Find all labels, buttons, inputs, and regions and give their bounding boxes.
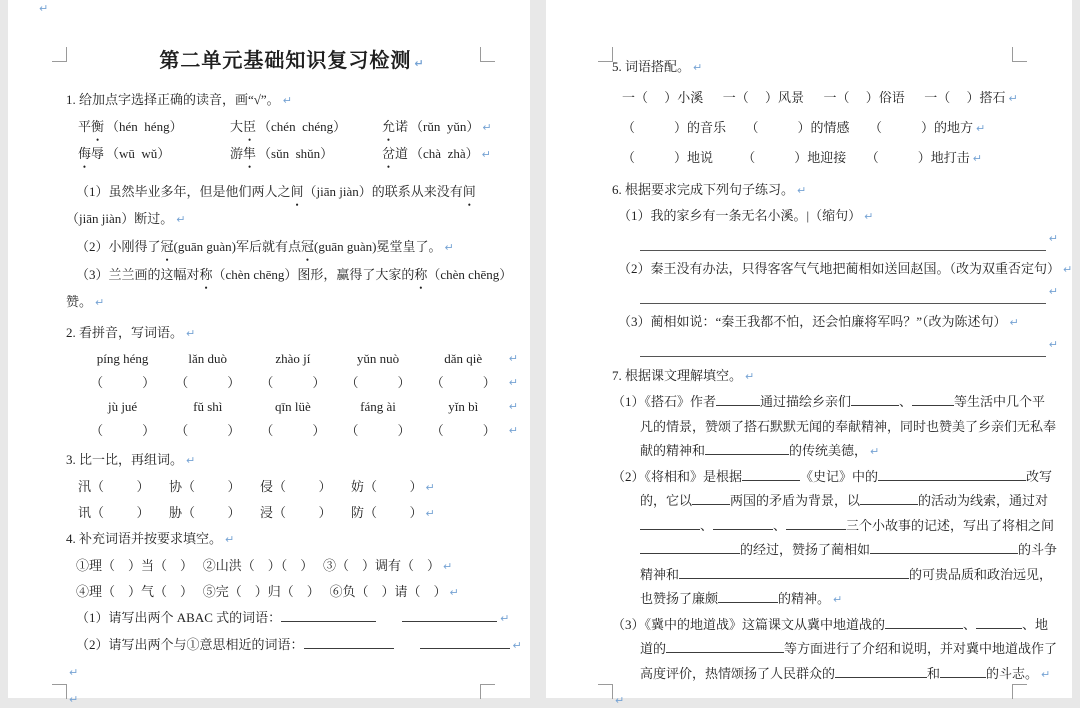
pinyin-options: （sǔn shǔn） xyxy=(258,146,334,161)
paragraph-mark-icon: ↵ xyxy=(225,533,235,546)
answer-blank xyxy=(705,440,789,455)
pinyin-options: （hén héng） xyxy=(106,119,183,134)
paragraph-mark-icon: ↵ xyxy=(508,400,518,413)
answer-blank xyxy=(860,490,918,505)
page-2 xyxy=(546,0,1073,707)
paragraph-mark-icon: ↵ xyxy=(1063,263,1073,276)
paragraph-mark-icon: ↵ xyxy=(186,327,196,340)
paragraph-mark-icon: ↵ xyxy=(864,210,874,223)
crop-mark xyxy=(1012,47,1027,62)
pinyin-label: lǎn duò xyxy=(188,351,228,366)
answer-paren: （ ） xyxy=(430,375,496,390)
paragraph-mark-icon: ↵ xyxy=(1048,232,1058,245)
paragraph-mark-icon: ↵ xyxy=(95,296,105,309)
paragraph-mark-icon: ↵ xyxy=(500,612,510,625)
text-segment: 、 xyxy=(963,616,977,632)
text-segment: 和 xyxy=(927,665,941,681)
answer-blank xyxy=(835,663,927,678)
text-segment: （chèn chēng）赞。 xyxy=(66,267,513,309)
pinyin-options: （wū wǔ） xyxy=(106,146,171,161)
text-segment: 两国的矛盾为背景，以 xyxy=(730,493,861,508)
text-segment: （jiān jiàn）断过。 xyxy=(66,211,174,226)
answer-blank xyxy=(878,466,1026,481)
q3-row-text: 讯（ ） 胁（ ） 浸（ ） 防（ ） xyxy=(78,505,423,520)
paragraph-mark-icon: ↵ xyxy=(1008,92,1018,105)
text-segment: 、地道的 xyxy=(640,616,1049,656)
text-segment: （2）小刚得了 xyxy=(76,239,161,254)
q6-answer-line xyxy=(640,231,1058,251)
answer-paren: （ ） xyxy=(345,375,411,390)
crop-mark xyxy=(52,684,67,699)
q4-sub-text xyxy=(76,610,497,625)
answer-blank xyxy=(692,490,730,505)
q6-item-text: （2）秦王没有办法，只得客客气气地把蔺相如送回赵国。（改为双重否定句） xyxy=(618,261,1061,276)
answer-blank xyxy=(976,614,1022,629)
question-2-header xyxy=(66,320,518,347)
q4-sub-1 xyxy=(66,605,518,632)
question-6-header xyxy=(612,177,1058,204)
crop-mark xyxy=(480,47,495,62)
q5-row-2 xyxy=(612,115,1058,141)
q1-sentence-1 xyxy=(66,178,518,233)
word-text: 辱 xyxy=(91,146,105,161)
pinyin-label: jù jué xyxy=(107,399,138,414)
answer-blank xyxy=(640,515,700,530)
q2-pinyin-row-2 xyxy=(66,395,518,419)
text-segment: 《史记》中的 xyxy=(800,468,879,484)
q1-sentence-3 xyxy=(66,261,518,316)
q3-row-1 xyxy=(66,474,518,500)
paragraph-mark-icon: ↵ xyxy=(508,376,518,389)
question-7-header-text: 7. 根据课文理解填空。 xyxy=(612,368,743,383)
q5-row-text: （ ）地说 （ ）地迎接 （ ）地打击 xyxy=(622,150,970,165)
dotted-char: 岔 xyxy=(382,146,396,161)
text-segment: （1）虽然毕业多年，但是他们两人之 xyxy=(76,184,291,199)
q2-pinyin-row-1 xyxy=(66,347,518,371)
text-segment: (guān guàn)冕堂皇了。 xyxy=(314,239,442,254)
answer-rule xyxy=(640,338,1046,357)
text-segment: 、 xyxy=(700,517,714,533)
q7-item-2 xyxy=(612,465,1058,613)
text-segment: （3）兰兰画的这幅对 xyxy=(76,267,200,282)
q6-item-3 xyxy=(612,310,1058,335)
text-segment: 的经过，赞扬了蔺相如 xyxy=(740,542,871,557)
q7-item-text xyxy=(612,617,1057,681)
q1-sentence-2 xyxy=(66,233,518,261)
pinyin-options: （chén chéng） xyxy=(258,119,347,134)
word-text: 诺 xyxy=(395,119,409,134)
text-segment: （2）请写出两个与①意思相近的词语： xyxy=(76,637,304,652)
text-segment: 通过描绘乡亲们 xyxy=(760,394,852,409)
dotted-char: 隼 xyxy=(243,146,257,161)
q6-item-2 xyxy=(612,257,1073,282)
answer-blank xyxy=(912,391,954,406)
answer-blank xyxy=(420,634,510,649)
answer-paren: （ ） xyxy=(175,375,241,390)
dotted-char: 允 xyxy=(382,119,396,134)
answer-paren: （ ） xyxy=(90,375,156,390)
answer-blank xyxy=(786,515,846,530)
paragraph-mark-icon: ↵ xyxy=(870,445,880,458)
q1-word-item xyxy=(382,114,492,141)
text-segment: （3）《冀中的地道战》这篇课文从冀中地道战的 xyxy=(612,616,886,632)
text-segment: （chèn chēng）图形，赢得了大家的 xyxy=(212,267,415,282)
answer-blank xyxy=(885,614,963,629)
paragraph-mark-icon: ↵ xyxy=(39,2,49,15)
dotted-char: 臣 xyxy=(243,119,257,134)
text-segment: 的传统美德， xyxy=(789,443,868,458)
dotted-char: 间 xyxy=(462,184,476,199)
text-segment xyxy=(376,610,402,625)
question-4-header-text: 4. 补充词语并按要求填空。 xyxy=(66,531,223,546)
paragraph-mark-icon: ↵ xyxy=(186,454,196,467)
dotted-char: 间 xyxy=(290,184,304,199)
paragraph-mark-icon: ↵ xyxy=(1048,338,1058,351)
text-segment: 等方面进行了介绍和说明，并对冀中地道战作了高度评价，热情颂扬了人民群众的 xyxy=(640,641,1058,681)
word-text: 游 xyxy=(230,146,244,161)
q1-word-row-1 xyxy=(66,114,518,141)
question-3-header xyxy=(66,447,518,474)
answer-blank xyxy=(713,515,773,530)
answer-blank xyxy=(742,466,800,481)
paragraph-mark-icon: ↵ xyxy=(508,424,518,437)
text-segment: 改写的，它以 xyxy=(640,468,1053,508)
answer-paren: （ ） xyxy=(430,423,496,438)
question-1-header-text: 1. 给加点字选择正确的读音，画“√”。 xyxy=(66,92,280,107)
sentence-text xyxy=(76,239,441,254)
paragraph-mark-icon: ↵ xyxy=(444,241,454,254)
pinyin-label: yǔn nuò xyxy=(356,351,400,366)
q6-item-1 xyxy=(612,204,1058,229)
answer-blank xyxy=(718,588,778,603)
text-segment: （1）《搭石》作者 xyxy=(612,394,717,409)
empty-paragraph xyxy=(66,659,518,686)
q7-item-text xyxy=(612,469,1057,607)
answer-paren: （ ） xyxy=(175,423,241,438)
question-6-header-text: 6. 根据要求完成下列句子练习。 xyxy=(612,182,795,197)
crop-mark xyxy=(1012,684,1027,699)
paragraph-mark-icon: ↵ xyxy=(976,122,986,135)
q1-word-item xyxy=(230,114,382,141)
paragraph-mark-icon: ↵ xyxy=(69,666,79,679)
q7-item-3 xyxy=(612,613,1058,688)
dotted-char: 冠 xyxy=(160,239,174,254)
document-title xyxy=(66,46,518,79)
text-segment: (guān guàn)军后就有点 xyxy=(173,239,301,254)
paragraph-mark-icon: ↵ xyxy=(176,213,186,226)
paragraph-mark-icon: ↵ xyxy=(833,593,843,606)
text-segment: 三个小故事的记述，写出了将相之间 xyxy=(846,517,1055,533)
paragraph-mark-icon: ↵ xyxy=(512,639,522,652)
q1-word-item xyxy=(78,114,230,141)
dotted-char: 衡 xyxy=(91,119,105,134)
text-segment: 的斗志。 xyxy=(986,665,1039,681)
paragraph-mark-icon: ↵ xyxy=(449,586,459,599)
q5-row-3 xyxy=(612,145,1058,171)
pinyin-label: zhào jí xyxy=(275,351,311,366)
text-segment: 的斗争精神和 xyxy=(640,542,1058,582)
pinyin-options: （rǔn yǔn） xyxy=(410,119,480,134)
answer-blank xyxy=(402,607,497,622)
q5-row-1 xyxy=(612,85,1058,111)
text-segment: （jiān jiàn）的联系从来没有 xyxy=(303,184,463,199)
text-segment: 等生活中几个平凡的情景，赞颂了搭石默默无闻的奉献精神，同时也赞美了乡亲们无私奉献的精神和 xyxy=(640,394,1057,458)
pinyin-label: fǔ shì xyxy=(193,399,223,414)
text-segment: （1）请写出两个 ABAC 式的词语： xyxy=(76,610,282,625)
dotted-char: 称 xyxy=(199,267,213,282)
paragraph-mark-icon: ↵ xyxy=(282,94,292,107)
answer-paren: （ ） xyxy=(90,423,156,438)
question-1-header xyxy=(66,87,518,114)
word-text: 道 xyxy=(395,146,409,161)
paragraph-mark-icon: ↵ xyxy=(745,370,755,383)
answer-blank xyxy=(281,607,376,622)
q1-word-item xyxy=(78,141,230,168)
answer-rule xyxy=(640,285,1046,304)
paragraph-mark-icon: ↵ xyxy=(1048,285,1058,298)
text-segment: 的精神。 xyxy=(778,591,831,606)
q3-row-text: 汛（ ） 协（ ） 侵（ ） 妨（ ） xyxy=(78,479,423,494)
answer-blank xyxy=(716,391,760,406)
answer-paren: （ ） xyxy=(260,423,326,438)
answer-blank xyxy=(666,638,784,653)
q5-row-text: 一（ ）小溪 一（ ）风景 一（ ）俗语 一（ ）搭石 xyxy=(622,90,1006,105)
pinyin-label: yǐn bì xyxy=(448,399,479,414)
q1-word-item xyxy=(382,141,491,168)
dotted-char: 侮 xyxy=(78,146,92,161)
q4-row-text: ④理（ ）气（ ） ⑤完（ ）归（ ） ⑥负（ ）请（ ） xyxy=(76,584,447,599)
q4-row-text: ①理（ ）当（ ） ②山洪（ ）（ ） ③（ ）调有（ ） xyxy=(76,558,441,573)
paragraph-mark-icon: ↵ xyxy=(425,507,435,520)
answer-blank xyxy=(870,539,1018,554)
text-segment xyxy=(394,637,420,652)
question-7-header xyxy=(612,363,1058,390)
q4-sub-2 xyxy=(66,632,522,659)
crop-mark xyxy=(52,47,67,62)
q6-answer-line xyxy=(640,337,1058,357)
answer-rule xyxy=(640,232,1046,251)
crop-mark xyxy=(480,684,495,699)
answer-blank xyxy=(851,391,899,406)
empty-paragraph xyxy=(66,686,518,708)
answer-blank xyxy=(940,663,986,678)
answer-paren: （ ） xyxy=(345,423,411,438)
paragraph-mark-icon: ↵ xyxy=(443,560,453,573)
q6-item-text: （1）我的家乡有一条无名小溪。|（缩句） xyxy=(618,208,862,223)
page-1 xyxy=(8,0,530,706)
answer-paren: （ ） xyxy=(260,375,326,390)
q4-row-2 xyxy=(66,579,518,605)
sentence-text xyxy=(66,267,512,309)
pinyin-label: qīn lüè xyxy=(275,399,311,414)
crop-mark xyxy=(598,684,613,699)
text-segment: 、 xyxy=(773,517,787,533)
sentence-text xyxy=(66,184,476,226)
q2-paren-row-2 xyxy=(66,419,518,443)
q6-item-text: （3）蔺相如说：“秦王我都不怕，还会怕廉将军吗？”（改为陈述句） xyxy=(618,314,1007,329)
answer-blank xyxy=(304,634,394,649)
empty-paragraph xyxy=(612,687,1058,708)
paragraph-mark-icon: ↵ xyxy=(972,152,982,165)
text-segment: 的活动为线索，通过对 xyxy=(918,493,1049,508)
word-text: 大 xyxy=(230,119,244,134)
q2-paren-row-1 xyxy=(66,371,518,395)
pinyin-label: dǎn qiè xyxy=(444,351,483,366)
text-segment: 的可贵品质和政治远见，也赞扬了廉颇 xyxy=(640,566,1053,606)
q5-row-text: （ ）的音乐 （ ）的情感 （ ）的地方 xyxy=(622,120,974,135)
q3-row-2 xyxy=(66,500,518,526)
pinyin-label: píng héng xyxy=(96,351,149,366)
text-segment: （2）《将相和》是根据 xyxy=(612,468,743,484)
paragraph-mark-icon: ↵ xyxy=(1009,316,1019,329)
dotted-char: 称 xyxy=(414,267,428,282)
q6-answer-line xyxy=(640,284,1058,304)
paragraph-mark-icon: ↵ xyxy=(414,57,425,70)
text-segment: 、 xyxy=(899,394,913,409)
paragraph-mark-icon: ↵ xyxy=(69,693,79,706)
q1-word-item xyxy=(230,141,382,168)
question-3-header-text: 3. 比一比，再组词。 xyxy=(66,452,184,467)
paragraph-mark-icon: ↵ xyxy=(797,184,807,197)
q7-item-1 xyxy=(612,390,1058,465)
paragraph-mark-icon: ↵ xyxy=(425,481,435,494)
q7-item-text xyxy=(612,394,1056,458)
paragraph-mark-icon: ↵ xyxy=(508,352,518,365)
q1-word-row-2 xyxy=(66,141,518,168)
answer-blank xyxy=(679,564,909,579)
answer-blank xyxy=(640,539,740,554)
question-5-header-text: 5. 词语搭配。 xyxy=(612,59,691,74)
pinyin-options: （chà zhà） xyxy=(410,146,479,161)
crop-mark xyxy=(598,47,613,62)
paragraph-mark-icon: ↵ xyxy=(1041,667,1051,681)
q4-sub-text xyxy=(76,637,510,652)
paragraph-mark-icon: ↵ xyxy=(615,694,625,707)
paragraph-mark-icon: ↵ xyxy=(693,61,703,74)
word-text: 平 xyxy=(78,119,92,134)
question-2-header-text: 2. 看拼音，写词语。 xyxy=(66,325,184,340)
q4-row-1 xyxy=(66,553,518,579)
dotted-char: 冠 xyxy=(300,239,314,254)
document-title-text: 第二单元基础知识复习检测 xyxy=(159,50,412,72)
pinyin-label: fáng ài xyxy=(360,399,396,414)
paragraph-mark-icon: ↵ xyxy=(481,148,491,161)
question-4-header xyxy=(66,526,518,553)
question-5-header xyxy=(612,54,1058,81)
paragraph-mark-icon: ↵ xyxy=(482,121,492,134)
